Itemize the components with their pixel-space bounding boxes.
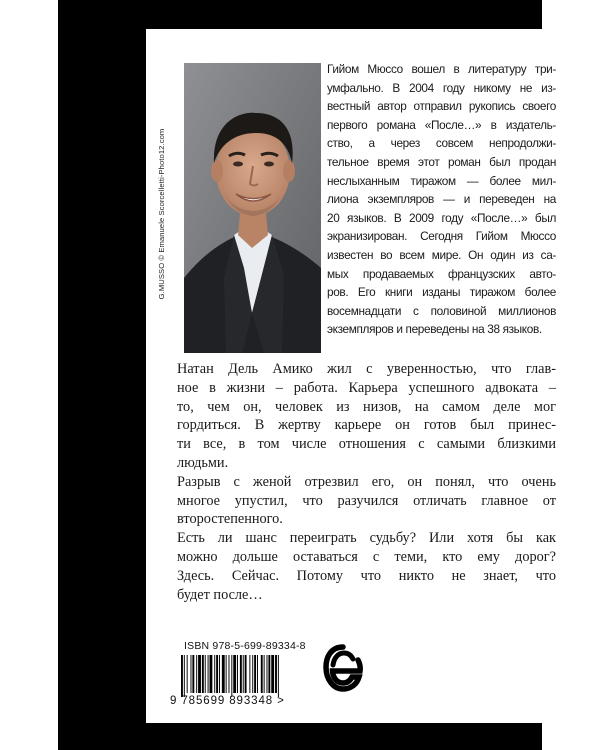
barcode-bar bbox=[245, 655, 247, 693]
blurb-line: ное в жизни – работа. Карьера успешного адвоката – bbox=[177, 379, 556, 396]
bio-line: Гийом Мюссо вошел в литературу три- bbox=[327, 62, 556, 76]
barcode-bar bbox=[192, 655, 194, 693]
barcode-bar bbox=[231, 655, 232, 697]
bio-line: экранизирован. Сегодня Гийом Мюссо bbox=[327, 229, 556, 244]
blurb-line: то, чем он, человек из низов, на самом деле мог bbox=[177, 398, 556, 415]
barcode-bar bbox=[278, 655, 279, 697]
barcode-bar bbox=[216, 655, 218, 693]
barcode-bar bbox=[261, 655, 263, 693]
blurb-line: второстепенного. bbox=[177, 511, 283, 528]
blurb-line: ти все, в том числе отношения с самыми близкими bbox=[177, 436, 556, 453]
bio-line: лиона экземпляров — и переведен на bbox=[327, 192, 556, 207]
barcode-bar bbox=[264, 655, 265, 693]
bio-line: восемнадцати с половиной миллионов bbox=[327, 303, 556, 318]
author-bio bbox=[327, 60, 556, 339]
barcode-bar bbox=[202, 655, 204, 693]
barcode-bar bbox=[214, 655, 215, 693]
barcode-bar bbox=[240, 655, 242, 693]
bio-line: ров. Его книги изданы тиражом более bbox=[327, 285, 556, 300]
blurb-line: Разрыв с женой отрезвил его, он понял, что очень bbox=[177, 473, 556, 490]
author-photo bbox=[184, 63, 321, 353]
bio-line: первого романа «После…» в издатель- bbox=[327, 117, 556, 132]
blurb-line: Натан Дель Амико жил с уверенностью, что глав- bbox=[177, 361, 556, 377]
barcode-bar bbox=[267, 655, 268, 693]
blurb-line: можно дольше оставаться с теми, кто ему дорог? bbox=[177, 548, 556, 565]
blurb-line: многое упустил, что разучился отличать главное от bbox=[177, 492, 556, 509]
bio-line: умфально. В 2004 году никому не из- bbox=[327, 80, 556, 95]
bio-line: известен во всем мире. Он один из са- bbox=[327, 247, 556, 262]
barcode-bar bbox=[252, 655, 253, 693]
blurb-line: Здесь. Сейчас. Потому что никто не знает, что bbox=[177, 567, 556, 584]
barcode-bar bbox=[219, 655, 220, 693]
barcode-bar bbox=[184, 655, 185, 697]
bio-line: 20 языков. В 2009 году «После…» был bbox=[327, 210, 556, 225]
barcode-bar bbox=[233, 655, 236, 693]
author-portrait-image bbox=[184, 63, 321, 353]
barcode-bar bbox=[191, 655, 192, 693]
barcode-bar bbox=[237, 655, 238, 693]
barcode-bar bbox=[205, 655, 206, 693]
barcode bbox=[179, 655, 311, 697]
book-cover-frame bbox=[58, 0, 556, 750]
bio-line: экземпляров и переведены на 38 языков. bbox=[327, 322, 542, 337]
bio-line: тельное время этот роман был продан bbox=[327, 154, 556, 169]
bio-line: ство, а через совсем непродолжи- bbox=[327, 136, 556, 151]
barcode-bar bbox=[181, 655, 183, 697]
barcode-digits: 9 785699 893348 > bbox=[170, 695, 285, 707]
bio-line: неслыханным тиражом — более мил- bbox=[327, 173, 556, 188]
blurb-line: гордиться. В жертву карьере он готов был принес- bbox=[177, 417, 556, 434]
barcode-bar bbox=[249, 655, 250, 693]
barcode-bar bbox=[243, 655, 244, 693]
barcode-bar bbox=[271, 655, 274, 693]
barcode-bar bbox=[198, 655, 201, 693]
eksmo-logo-icon bbox=[323, 643, 363, 695]
isbn-number: ISBN 978-5-699-89334-8 bbox=[184, 640, 306, 652]
barcode-bar bbox=[210, 655, 213, 693]
book-blurb bbox=[177, 360, 556, 604]
barcode-bar bbox=[187, 655, 188, 693]
bio-line: вестный автор отправил рукопись своего bbox=[327, 99, 556, 114]
barcode-bar bbox=[229, 655, 230, 693]
barcode-bar bbox=[268, 655, 270, 693]
barcode-bar bbox=[196, 655, 197, 693]
barcode-bar bbox=[275, 655, 277, 693]
barcode-bar bbox=[254, 655, 256, 693]
barcode-bar bbox=[257, 655, 258, 693]
blurb-line: Есть ли шанс переиграть судьбу? Или хотя бы как bbox=[177, 530, 556, 547]
photo-credit: G.MUSSO © Emanuele Scorcelletti-Photo12.com bbox=[157, 128, 166, 300]
bio-line: мых продаваемых французских авто- bbox=[327, 266, 556, 281]
blurb-line: будет после… bbox=[177, 586, 263, 603]
barcode-bar bbox=[222, 655, 225, 693]
back-cover-page bbox=[146, 29, 572, 723]
barcode-bar bbox=[208, 655, 209, 693]
barcode-bar bbox=[226, 655, 227, 693]
blurb-line: людьми. bbox=[177, 454, 229, 471]
